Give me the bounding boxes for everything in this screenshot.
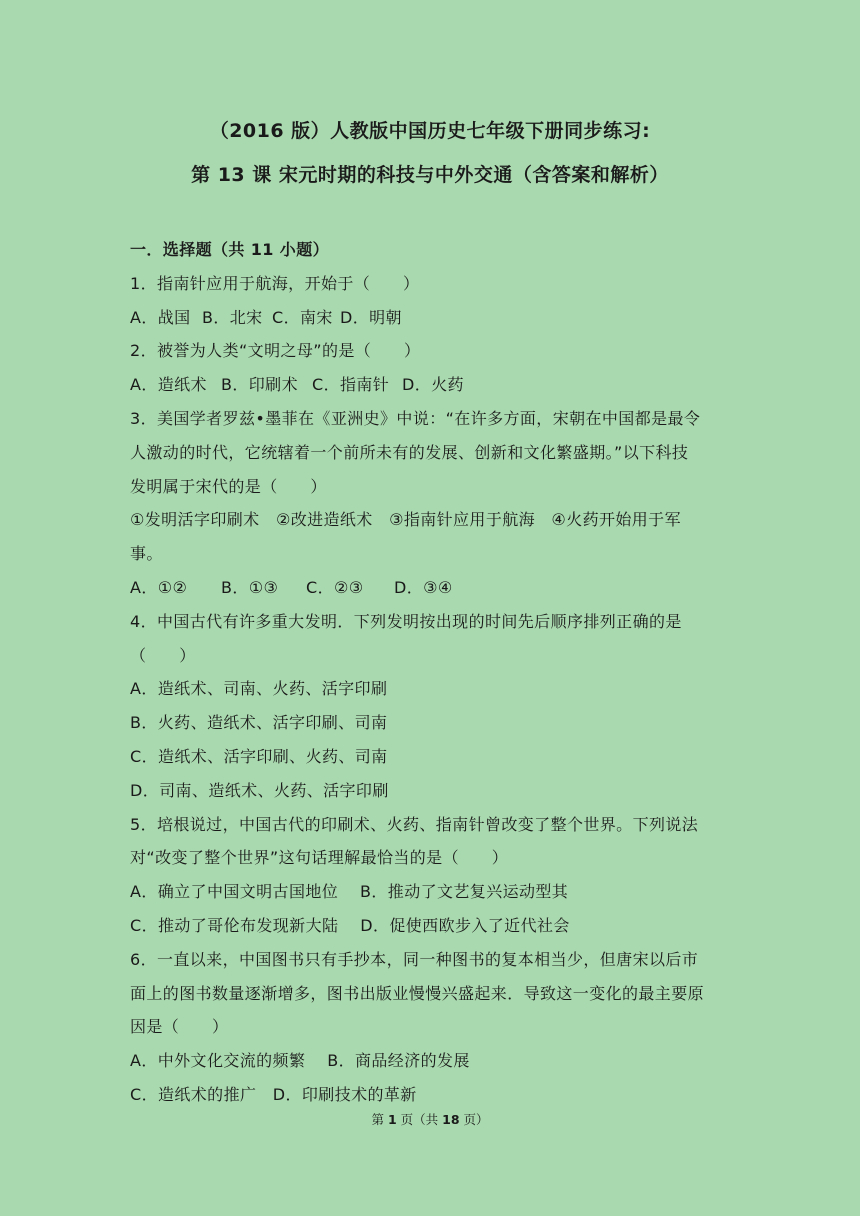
option-b: B．①③: [221, 577, 279, 597]
options-row: [130, 368, 730, 402]
page-footer: [0, 1110, 860, 1128]
question-text: （ ）: [130, 645, 196, 665]
question-2: [130, 334, 730, 402]
question-5: [130, 808, 730, 943]
option-c: C．②③: [306, 577, 364, 597]
footer-mid: 页（共: [396, 1112, 443, 1127]
question-text: 发明属于宋代的是（ ）: [130, 476, 327, 496]
option-d: D．司南、造纸术、火药、活字印刷: [130, 780, 389, 800]
option-b: B．北宋: [202, 307, 263, 327]
section-title: 一．选择题（共 11 小题）: [130, 240, 330, 259]
question-text: 人激动的时代，它统辖着一个前所未有的发展、创新和文化繁盛期。”以下科技: [130, 442, 689, 462]
options-row: C．推动了哥伦布发现新大陆 D．促使西欧步入了近代社会: [130, 915, 570, 935]
options-row: C．造纸术的推广 D．印刷技术的革新: [130, 1084, 417, 1104]
options-row: [130, 301, 730, 335]
question-text: 2．被誉为人类“文明之母”的是（ ）: [130, 341, 421, 361]
option-c: C．造纸术、活字印刷、火药、司南: [130, 746, 388, 766]
options-row: A．中外文化交流的频繁 B．商品经济的发展: [130, 1051, 470, 1071]
option-c: C．南宋: [272, 307, 333, 327]
footer-page-number: 1: [387, 1112, 397, 1127]
option-a: A．战国: [130, 307, 191, 327]
option-d: D．火药: [402, 375, 464, 395]
options-row: [130, 571, 730, 605]
question-text: 因是（ ）: [130, 1017, 229, 1037]
question-text: 对“改变了整个世界”这句话理解最恰当的是（ ）: [130, 848, 509, 868]
option-b: B．印刷术: [221, 375, 298, 395]
question-3: [130, 402, 730, 605]
question-text: 1．指南针应用于航海，开始于（ ）: [130, 273, 420, 293]
option-a: A．造纸术: [130, 375, 207, 395]
option-b: B．火药、造纸术、活字印刷、司南: [130, 713, 388, 733]
option-d: D．③④: [394, 577, 453, 597]
option-c: C．指南针: [312, 375, 390, 395]
question-text: ①发明活字印刷术 ②改进造纸术 ③指南针应用于航海 ④火药开始用于军: [130, 510, 681, 530]
question-4: [130, 605, 730, 808]
option-a: A．①②: [130, 577, 188, 597]
footer-total-pages: 18: [442, 1112, 460, 1127]
question-text: 事。: [130, 544, 163, 564]
document-body: [130, 233, 730, 1112]
option-d: D．明朝: [340, 307, 402, 327]
footer-prefix: 第: [371, 1112, 388, 1127]
options-row: A．确立了中国文明古国地位 B．推动了文艺复兴运动型其: [130, 882, 569, 902]
question-text: 6．一直以来，中国图书只有手抄本，同一种图书的复本相当少，但唐宋以后市: [130, 949, 699, 969]
question-text: 5．培根说过，中国古代的印刷术、火药、指南针曾改变了整个世界。下列说法: [130, 814, 699, 834]
question-text: 面上的图书数量逐渐增多，图书出版业慢慢兴盛起来．导致这一变化的最主要原: [130, 983, 705, 1003]
question-1: [130, 267, 730, 335]
question-text: 3．美国学者罗兹•墨菲在《亚洲史》中说：“在许多方面，宋朝在中国都是最令: [130, 408, 701, 428]
document-title-line-1: （2016 版）人教版中国历史七年级下册同步练习:: [209, 120, 651, 142]
question-text: 4．中国古代有许多重大发明．下列发明按出现的时间先后顺序排列正确的是: [130, 611, 682, 631]
footer-suffix: 页）: [459, 1112, 489, 1127]
question-6: [130, 943, 730, 1112]
document-title-line-2: 第 13 课 宋元时期的科技与中外交通（含答案和解析）: [191, 164, 669, 186]
option-a: A．造纸术、司南、火药、活字印刷: [130, 679, 388, 699]
